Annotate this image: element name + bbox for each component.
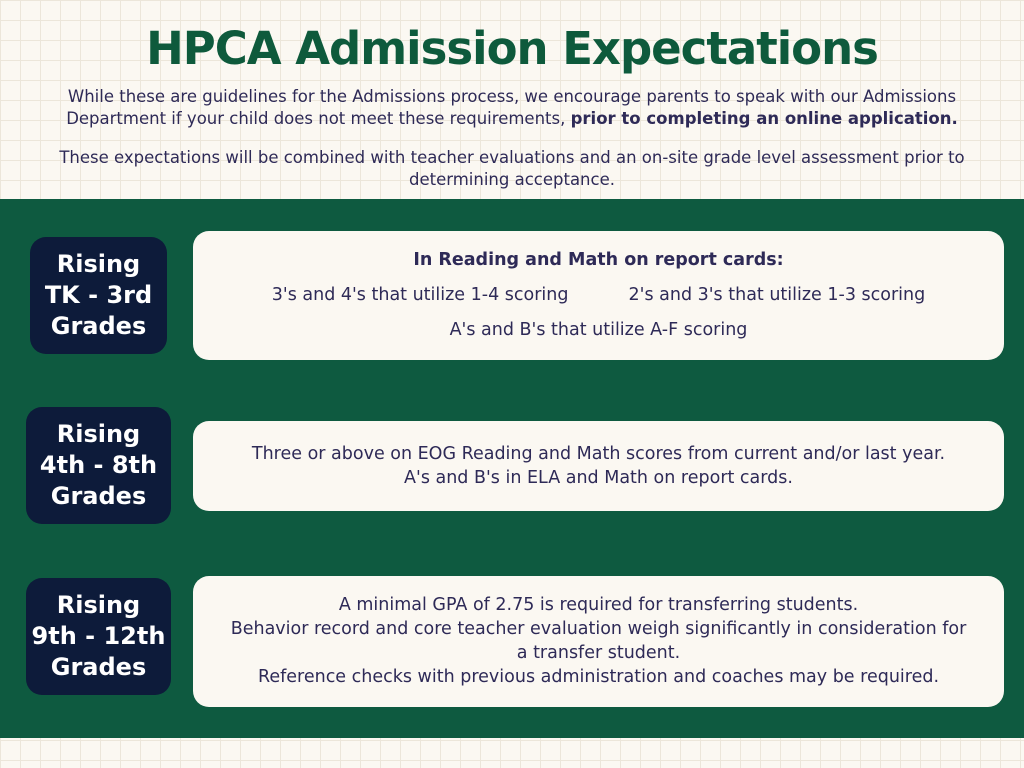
grade-badge-9th-12th [26, 578, 171, 695]
grade-badge-line: Grades [50, 312, 147, 340]
criteria-item: 3's and 4's that utilize 1-4 scoring [271, 285, 569, 305]
grade-badge-tk-3rd [30, 237, 167, 354]
criteria-heading: In Reading and Math on report cards: [413, 250, 784, 270]
criteria-card-4th-8th [193, 421, 1004, 511]
criteria-card-9th-12th [193, 576, 1004, 707]
grade-badge-4th-8th [26, 407, 171, 524]
grade-badge-line: Grades [50, 653, 147, 681]
intro-guidelines [40, 86, 984, 130]
intro-assessment-note: These expectations will be combined with teacher evaluations and an on-site grade level assessment prior to determining acceptance. [59, 148, 965, 189]
criteria-item: A minimal GPA of 2.75 is required for transferring students. [338, 595, 859, 615]
criteria-item: 2's and 3's that utilize 1-3 scoring [628, 285, 926, 305]
grade-badge-line: Rising [56, 591, 141, 619]
page-title: HPCA Admission Expectations [146, 22, 878, 75]
grade-badge-line: Rising [56, 420, 141, 448]
intro-guidelines-text: While these are guidelines for the Admissions process, we encourage parents to speak with our Admissions Department if your child does not meet these requirements, [66, 87, 957, 128]
grade-badge-line: TK - 3rd [44, 281, 153, 309]
criteria-row [193, 283, 1004, 307]
criteria-card-tk-3rd [193, 231, 1004, 360]
grade-badge-line: 9th - 12th [31, 622, 166, 650]
criteria-item: Behavior record and core teacher evaluation weigh significantly in consideration for a transfer student. [230, 619, 967, 663]
criteria-item: A's and B's that utilize A-F scoring [449, 320, 748, 340]
grade-badge-line: Grades [50, 482, 147, 510]
grade-badge-line: Rising [56, 250, 141, 278]
criteria-item: Reference checks with previous administration and coaches may be required. [257, 667, 940, 687]
intro-guidelines-emphasis: prior to completing an online application. [570, 109, 958, 128]
grade-badge-line: 4th - 8th [39, 451, 158, 479]
criteria-item: Three or above on EOG Reading and Math scores from current and/or last year. [251, 444, 946, 464]
criteria-item: A's and B's in ELA and Math on report cards. [404, 468, 793, 488]
